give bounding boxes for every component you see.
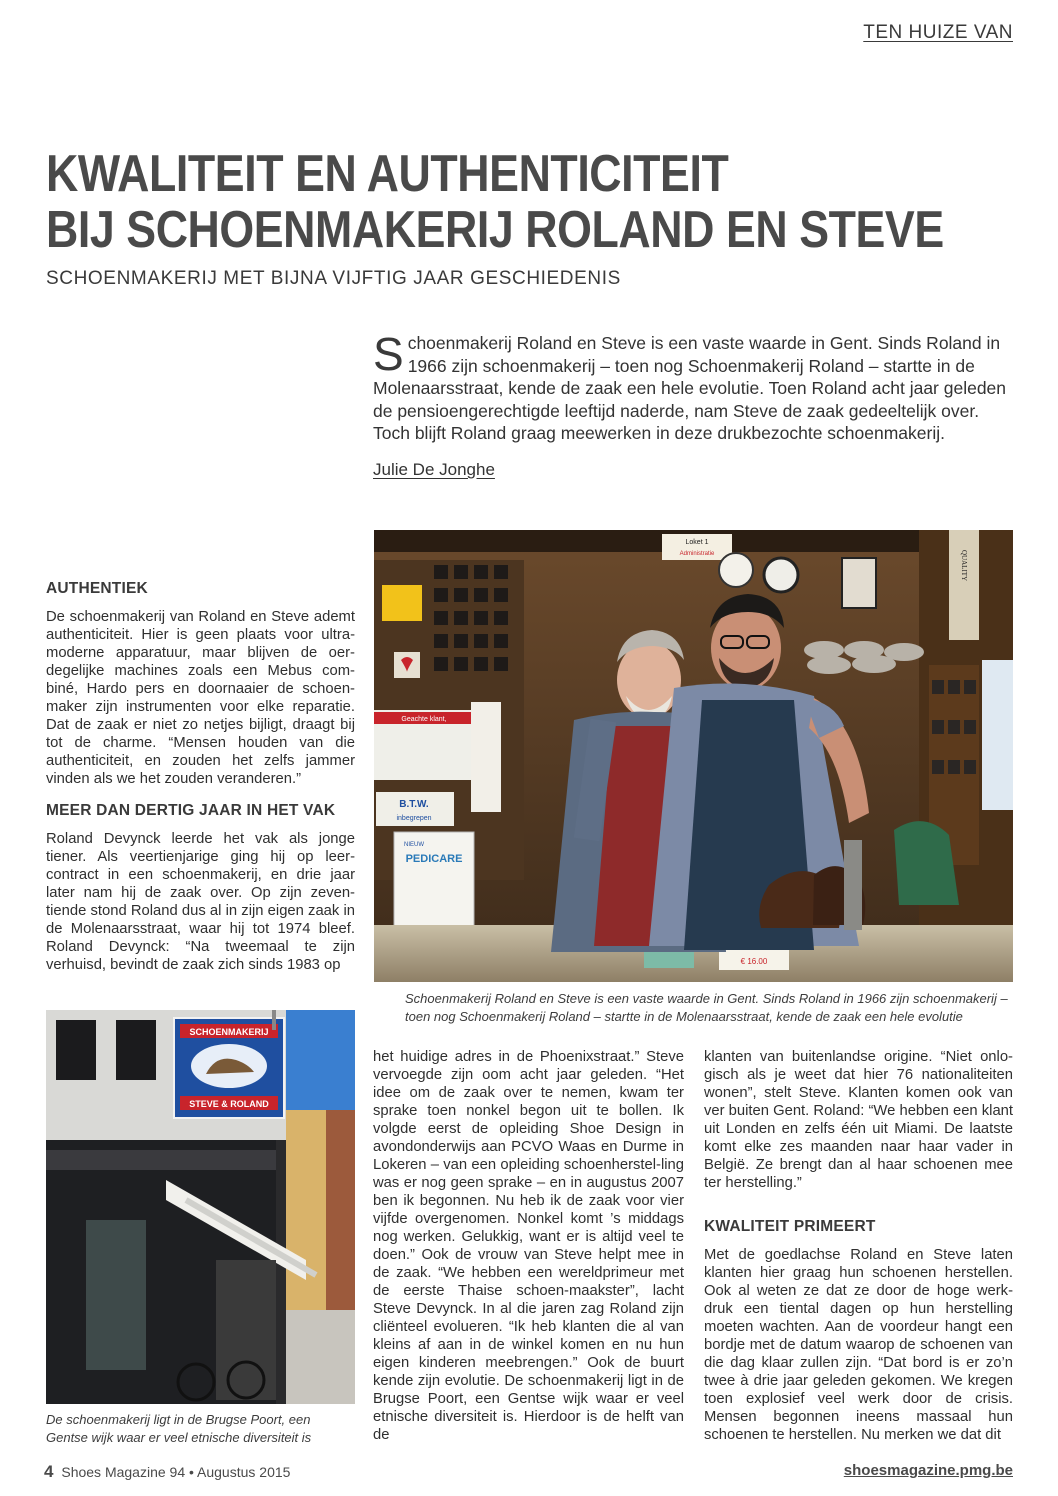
paragraph-authentiek: De schoenmakerij van Roland en Steve ademt authenticiteit. Hier is geen plaats voor ultra-moderne apparatuur, maar blijven de oer-degelijke machines zoals een Mebus com-biné, Hardo pers en doornaaier de schoen-maker zijn instrumenten voor elke reparatie. Dat de zaak er niet zo netjes bijligt, draagt bij tot de charme. “Mensen houden van die authenticiteit, en zouden het zelfs jammer vinden als we het zouden veranderen.” — [46, 609, 355, 787]
heading-kwaliteit: KWALITEIT PRIMEERT — [704, 1218, 876, 1235]
website-link[interactable]: shoesmagazine.pmg.be — [843, 1462, 1013, 1479]
paragraph-column-3: klanten van buitenlandse origine. “Niet onlo-gisch als je weet dat hier 76 nationaliteiten wonen”, stelt Steve. Klanten komen ook van ver buiten Gent. Roland: “We hebben een klant uit Londen en zelfs één uit Miami. De laatste komt elke zes maanden naar haar vader in België. Ze brengt dan al haar schoenen mee ter herstelling.” — [704, 1049, 1014, 1191]
column-2 — [373, 1048, 684, 1444]
footer-left — [44, 1462, 290, 1482]
loket-sign: Loket 1 — [685, 539, 709, 546]
author-byline: Julie De Jonghe — [373, 460, 495, 479]
heading-authentiek: AUTHENTIEK — [46, 580, 148, 597]
article-title — [46, 145, 944, 259]
intro-text: choenmakerij Roland en Steve is een vaste waarde in Gent. Sinds Roland in 1966 zijn schoenmakerij – toen nog Schoenmakerij Roland – startte in de Molenaarsstraat, kende de zaak een hele evolutie. Toen Roland acht jaar geleden de pensioengerechtigde leeftijd naderde, nam Steve de zaak gedeeltelijk over. Toch blijft Roland graag meewerken in deze drukbezochte schoenmakerij. — [373, 333, 1007, 443]
heading-dertig-jaar: MEER DAN DERTIG JAAR IN HET VAK — [46, 802, 336, 819]
storefront-photo — [46, 1010, 355, 1404]
quality-sign: QUALITY — [960, 550, 968, 582]
paragraph-kwaliteit: Met de goedlachse Roland en Steve laten klanten hier graag hun schoenen herstellen. Ook al weten ze dat ze door de hoge werk-druk een tiental dagen op hun herstelling moeten wachten. Aan de voordeur hangt een bordje met de datum waarop de schoenen van die dag klaar zullen zijn. “Dat bord is er zo’n twee à drie jaar geleden gekomen. We kregen toen explosief veel werk door de crisis. Mensen begonnen ineens massaal hun schoenen te herstellen. Nu merken we dat dit — [704, 1247, 1013, 1443]
paragraph-column-2: het huidige adres in de Phoenixstraat.” Steve vervoegde zijn oom acht jaar geleden. “Het idee om de zaak over te nemen, kwam ter sprake toen nonkel begon uit te bollen. Ik volgde eerst de opleiding Shoe Design in avondonderwijs aan PCVO Waas en Durme in Lokeren – van een opleiding schoenherstel-ling was er nog geen sprake – en in augustus 2007 ben ik begonnen. Nu heb ik de zaak voor vier vijfde overgenomen. Nonkel komt ’s middags nog werken. Gelukkig, want er is altijd veel te doen.” Ook de vrouw van Steve helpt mee in de zaak. “We hebben een wereldprimeur met de eerste Thaise schoen-maakster”, lacht Steve Devynck. In al die jaren zag Roland zijn cliënteel evolueren. “Ik heb klanten die al van kleins af aan in de winkel komen en nu hun eigen kinderen meebrengen.” Ook de buurt kende zijn evolutie. De schoenmakerij ligt in de Brugse Poort, een Gentse wijk waar er veel etnische diversiteit is. Hierdoor is de helft van de — [373, 1049, 684, 1443]
article-subtitle: SCHOENMAKERIJ MET BIJNA VIJFTIG JAAR GESCHIEDENIS — [46, 268, 621, 289]
geachte-sign: Geachte klant, — [401, 716, 447, 723]
section-tag: TEN HUIZE VAN — [863, 22, 1013, 43]
administratie-sign: Administratie — [679, 551, 715, 557]
sign-top-text: SCHOENMAKERIJ — [189, 1027, 269, 1037]
paragraph-dertig-jaar: Roland Devynck leerde het vak als jonge tiener. Als veertienjarige ging hij op leer-contract in een schoenmakerij, en drie jaar later nam hij de zaak over. Op zijn zeven-tiende stond Roland dus al in zijn eigen zaak in de Molenaarsstraat, waar hij tot 1974 bleef. Roland Devynck: “Na tweemaal te zijn verhuisd, bevindt de zaak zich sinds 1983 op — [46, 831, 355, 973]
page-number: 4 — [44, 1462, 54, 1481]
btw-sub: inbegrepen — [396, 815, 432, 822]
sign-bottom-text: STEVE & ROLAND — [189, 1099, 269, 1109]
main-photo-caption: Schoenmakerij Roland en Steve is een vaste waarde in Gent. Sinds Roland in 1966 zijn schoenmakerij – toen nog Schoenmakerij Roland – startte in de Molenaarsstraat, kende de zaak een hele evolutie — [405, 991, 1008, 1024]
article-intro — [373, 328, 1013, 445]
nieuw-label: NIEUW — [404, 842, 424, 848]
storefront-caption: De schoenmakerij ligt in de Brugse Poort, een Gentse wijk waar er veel etnische diversiteit is — [46, 1412, 312, 1445]
title-line-1: KWALITEIT EN AUTHENTICITEIT — [46, 145, 729, 203]
price-tag: € 16.00 — [740, 957, 768, 966]
publication-info: Shoes Magazine 94 • Augustus 2015 — [61, 1464, 291, 1480]
shop-photo — [374, 530, 1013, 982]
column-3 — [704, 1048, 1013, 1444]
column-1 — [46, 580, 355, 974]
btw-sign: B.T.W. — [399, 799, 429, 810]
pedicare-label: PEDICARE — [405, 853, 463, 865]
intro-dropcap: S — [373, 328, 404, 380]
title-line-2: BIJ SCHOENMAKERIJ ROLAND EN STEVE — [46, 201, 944, 259]
